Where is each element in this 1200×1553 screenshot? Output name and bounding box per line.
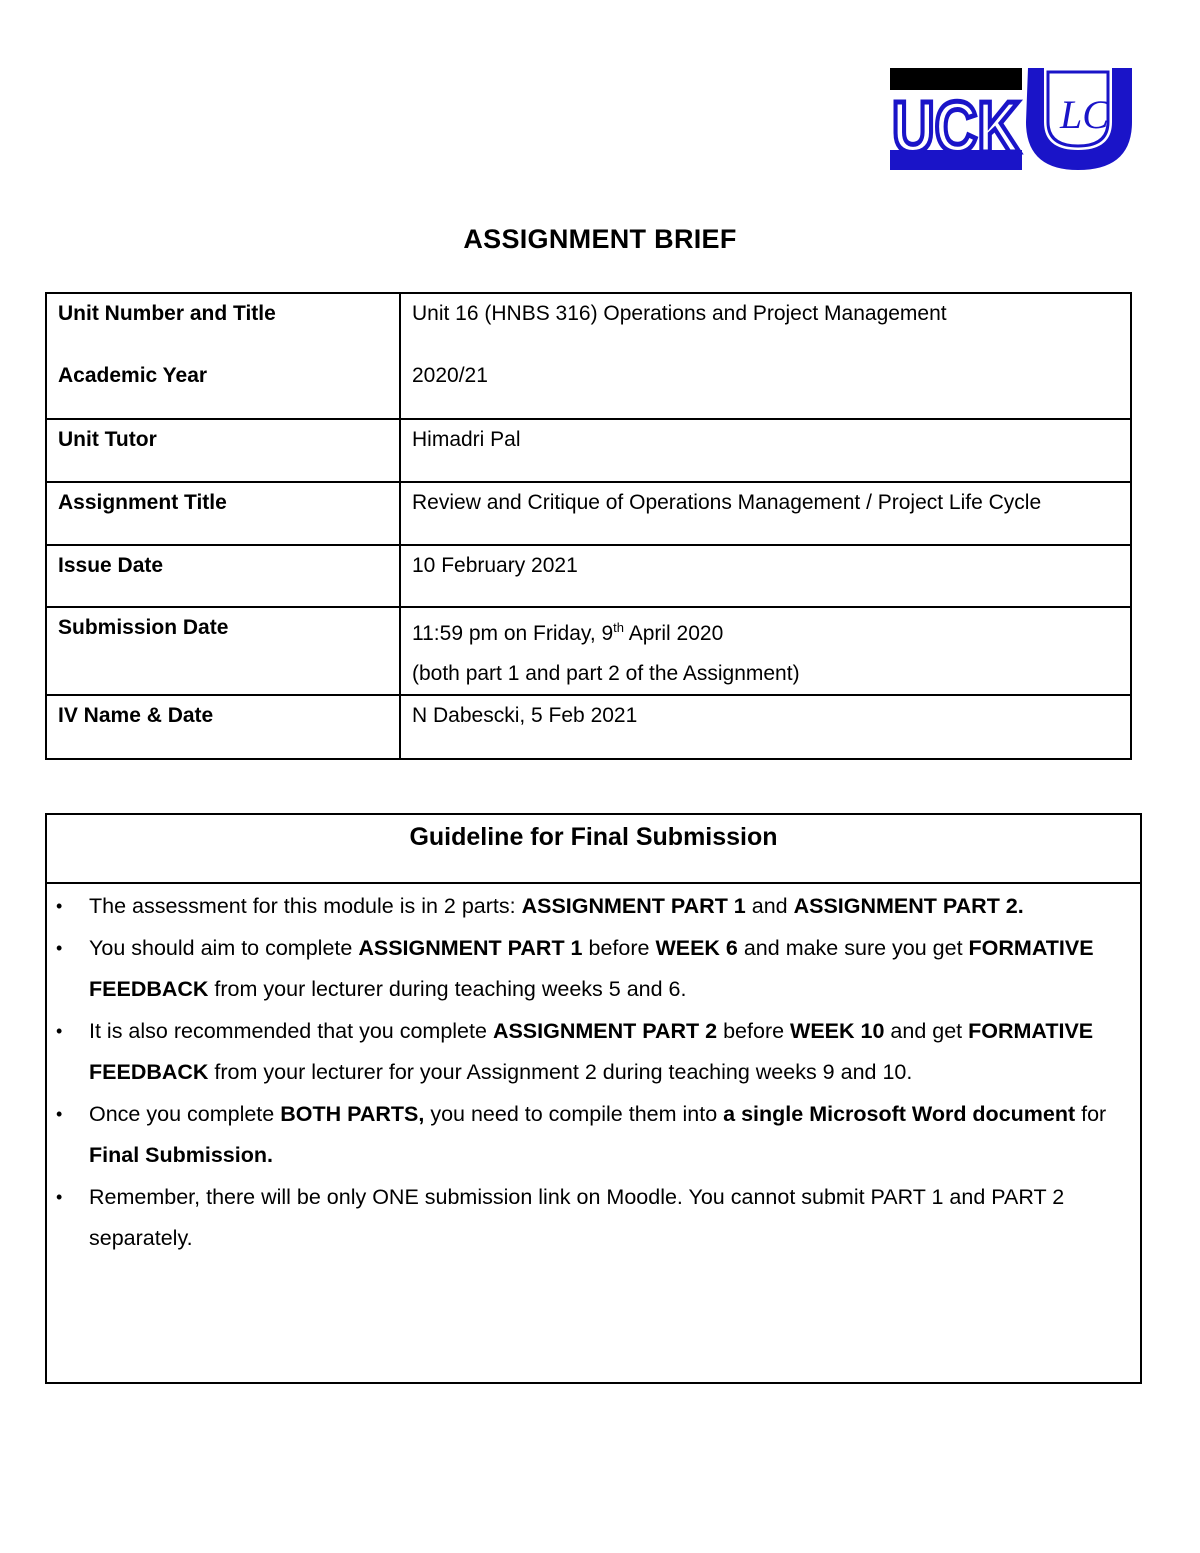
- bullet-bold: WEEK 6: [655, 935, 738, 960]
- bullet-icon: •: [56, 1186, 63, 1207]
- label-cell: [46, 293, 400, 419]
- submission-date-cell: [400, 607, 1131, 695]
- bullet-bold: ASSIGNMENT PART 2: [492, 1018, 718, 1043]
- list-item: [56, 1011, 1110, 1094]
- iv-label: IV Name & Date: [46, 695, 400, 759]
- bullet-bold: ASSIGNMENT PART 1: [358, 935, 583, 960]
- list-item: [56, 1177, 1110, 1260]
- bullet-bold: Final Submission.: [89, 1143, 273, 1167]
- guideline-list: [47, 884, 1140, 1260]
- bullet-icon: •: [56, 896, 63, 916]
- assignment-title-value: Review and Critique of Operations Management / Project Life Cycle: [400, 482, 1131, 545]
- submission-date-value: [412, 614, 1119, 648]
- bullet-text: from your lecturer during teaching weeks 5 and 6.: [208, 977, 687, 1001]
- bullet-text: before: [582, 935, 656, 960]
- bullet-bold: ASSIGNMENT PART 1: [521, 894, 746, 918]
- bullet-text: Remember, there will be only ONE submission link on Moodle. You cannot submit PART 1 and PART 2 separately.: [89, 1184, 1065, 1250]
- table-row: [46, 482, 1131, 545]
- issue-date-label: Issue Date: [46, 545, 400, 607]
- bullet-bold: WEEK 10: [790, 1018, 885, 1043]
- bullet-bold: FORMATIVE FEEDBACK: [89, 935, 1094, 1001]
- bullet-bold: a single Microsoft Word document: [723, 1101, 1076, 1126]
- bullet-text: and make sure you get: [737, 935, 969, 960]
- bullet-text: Once you complete: [89, 1101, 281, 1126]
- guideline-heading: Guideline for Final Submission: [47, 815, 1140, 884]
- table-row: [46, 607, 1131, 695]
- iv-value: N Dabescki, 5 Feb 2021: [400, 695, 1131, 759]
- bullet-icon: •: [56, 1103, 63, 1124]
- bullet-text: You should aim to complete: [89, 935, 359, 960]
- assignment-title-label: Assignment Title: [46, 482, 400, 545]
- bullet-bold: ASSIGNMENT PART 2.: [793, 894, 1024, 918]
- issue-date-value: 10 February 2021: [400, 545, 1131, 607]
- list-item: [56, 1094, 1110, 1177]
- unit-value: Unit 16 (HNBS 316) Operations and Project Management: [412, 302, 947, 325]
- year-label: Academic Year: [58, 364, 208, 387]
- ordinal-suffix: th: [613, 620, 625, 635]
- submission-note: (both part 1 and part 2 of the Assignment): [412, 662, 800, 685]
- table-row: [46, 293, 1131, 419]
- value-cell: [400, 293, 1131, 419]
- logo-text: UCK: [892, 88, 1020, 168]
- bullet-icon: •: [56, 1020, 63, 1041]
- bullet-bold: BOTH PARTS,: [280, 1101, 425, 1126]
- list-item: [56, 886, 1110, 928]
- table-row: [46, 545, 1131, 607]
- bullet-text: The assessment for this module is in 2 parts:: [89, 894, 522, 918]
- page-title: ASSIGNMENT BRIEF: [463, 224, 737, 254]
- list-item: [56, 928, 1110, 1011]
- uck-logo: [888, 66, 1134, 172]
- bullet-text: from your lecturer for your Assignment 2 during teaching weeks 9 and 10.: [208, 1060, 913, 1084]
- assignment-brief-table: [45, 292, 1132, 760]
- guideline-box: [45, 813, 1142, 1384]
- submission-date-month: April 2020: [624, 622, 724, 645]
- bullet-icon: •: [56, 937, 63, 958]
- logo-monogram: LC: [1060, 92, 1109, 137]
- tutor-label: Unit Tutor: [46, 419, 400, 482]
- bullet-text: and: [745, 894, 794, 918]
- submission-date-text: 11:59 pm on Friday, 9: [412, 622, 614, 645]
- bullet-text: and get: [884, 1018, 969, 1043]
- table-row: [46, 695, 1131, 759]
- table-row: [46, 419, 1131, 482]
- year-value: 2020/21: [412, 364, 488, 387]
- bullet-text: for: [1075, 1101, 1107, 1126]
- tutor-value: Himadri Pal: [400, 419, 1131, 482]
- bullet-text: It is also recommended that you complete: [89, 1018, 493, 1043]
- bullet-text: you need to compile them into: [424, 1101, 724, 1126]
- bullet-text: before: [717, 1018, 791, 1043]
- bullet-bold: FORMATIVE FEEDBACK: [89, 1018, 1094, 1084]
- unit-label: Unit Number and Title: [58, 302, 276, 325]
- submission-date-label: Submission Date: [46, 607, 400, 695]
